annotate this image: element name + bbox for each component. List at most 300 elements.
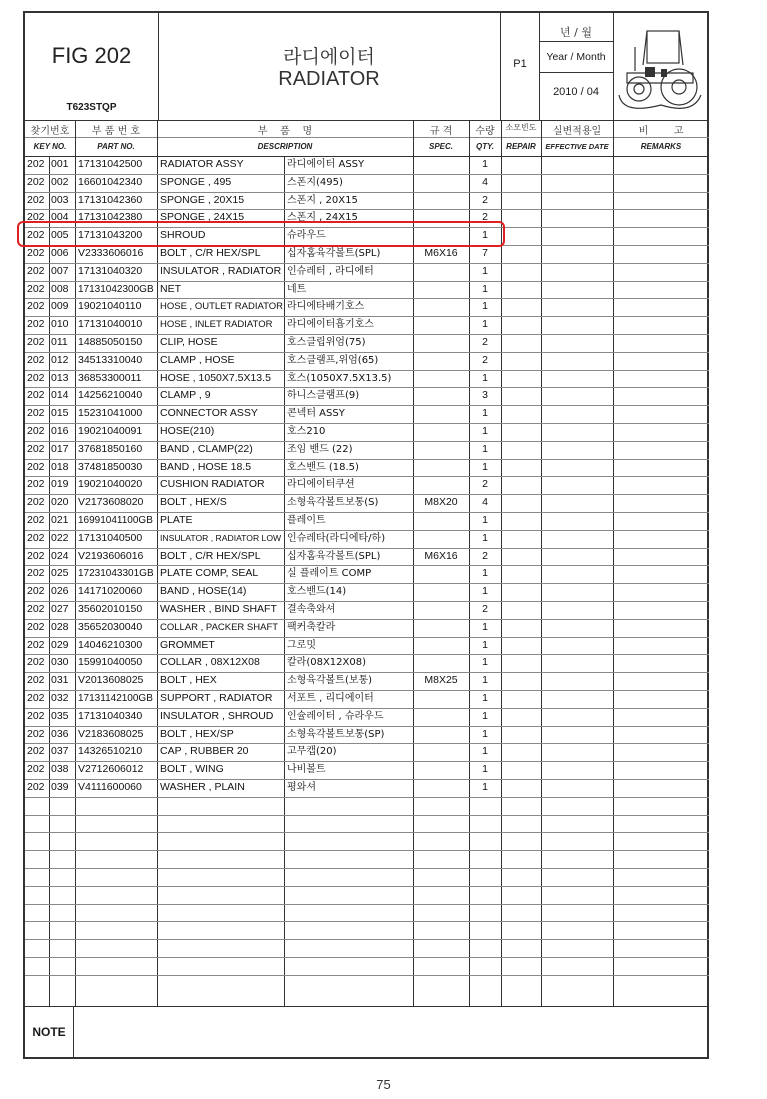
fig-cell: 202 <box>27 336 45 348</box>
fig-cell: 202 <box>27 442 45 455</box>
part-no-cell: 17131040320 <box>78 264 143 277</box>
part-no-cell: 34513310040 <box>78 353 143 366</box>
description-kr-cell: 나비볼트 <box>287 764 326 776</box>
part-no-cell: 16601042340 <box>78 175 143 188</box>
spec-cell <box>413 192 469 210</box>
fig-cell: 202 <box>27 229 45 242</box>
part-no-cell: 19021040020 <box>78 478 143 491</box>
qty-cell: 2 <box>482 549 488 562</box>
part-no-cell: 15231041000 <box>78 407 143 420</box>
qty-cell: 1 <box>482 674 488 687</box>
qty-cell: 1 <box>482 727 488 740</box>
spec-cell <box>413 726 469 744</box>
qty-cell: 1 <box>482 300 488 313</box>
spec-cell <box>413 779 469 797</box>
date-label-korean: 년 / 월 <box>560 26 592 39</box>
description-kr-cell: 라디에타배기호스 <box>287 301 365 313</box>
parts-sheet <box>23 11 709 1059</box>
table-row <box>25 476 711 494</box>
description-en-cell: PLATE <box>160 514 193 526</box>
col-key-kr: 찾기번호 <box>30 126 70 137</box>
col-desc-kr: 부 품 명 <box>257 126 313 137</box>
table-row <box>25 263 711 281</box>
spec-cell: M6X16 <box>424 247 458 259</box>
fig-cell: 202 <box>27 656 45 669</box>
description-kr-cell: 평와셔 <box>287 782 316 793</box>
key-no-cell: 002 <box>51 175 69 188</box>
description-kr-cell: 결속축와셔 <box>287 604 336 615</box>
description-kr-cell: 인슐레이터 , 슈라우드 <box>287 710 384 722</box>
model-code: T623STQP <box>66 102 117 113</box>
description-en-cell: HOSE , OUTLET RADIATOR <box>160 301 283 313</box>
qty-cell: 2 <box>482 353 488 366</box>
qty-cell: 1 <box>482 745 488 758</box>
part-no-cell: 35602010150 <box>78 603 143 615</box>
part-no-cell: 14326510210 <box>78 745 143 758</box>
fig-cell: 202 <box>27 585 45 598</box>
spec-cell <box>413 743 469 761</box>
description-kr-cell: 스폰지(495) <box>287 176 343 188</box>
part-no-cell: 37481850030 <box>78 460 143 473</box>
description-kr-cell: 팩커축칼라 <box>287 621 336 633</box>
key-no-cell: 014 <box>51 389 69 402</box>
fig-cell: 202 <box>27 300 45 313</box>
table-row <box>25 512 711 530</box>
qty-cell: 2 <box>482 193 488 206</box>
fig-cell: 202 <box>27 478 45 491</box>
description-kr-cell: 호스클립위엄(75) <box>287 337 366 348</box>
part-no-cell: 17131040010 <box>78 318 143 331</box>
fig-cell: 202 <box>27 620 45 633</box>
table-row <box>25 672 711 690</box>
fig-cell: 202 <box>27 460 45 473</box>
qty-cell: 1 <box>482 407 488 420</box>
spec-cell <box>413 512 469 530</box>
description-kr-cell: 인슈레터 , 라디에터 <box>287 265 374 277</box>
part-no-cell: 14046210300 <box>78 638 143 651</box>
table-row <box>25 708 711 726</box>
col-key-en: KEY NO. <box>33 142 67 151</box>
description-kr-cell: 라디에이터 ASSY <box>287 159 365 170</box>
fig-cell: 202 <box>27 211 45 224</box>
description-en-cell: BOLT , HEX/S <box>160 496 227 509</box>
table-row <box>25 405 711 423</box>
highlighted-row-marker <box>17 221 505 247</box>
description-en-cell: HOSE , 1050X7.5X13.5 <box>160 371 271 384</box>
qty-cell: 3 <box>482 389 488 402</box>
key-no-cell: 037 <box>51 745 69 758</box>
part-no-cell: 19021040091 <box>78 425 143 437</box>
part-no-cell: V4111600060 <box>78 781 142 793</box>
description-kr-cell: 소형육각볼트(보통) <box>287 675 373 687</box>
part-no-cell: 17131043200 <box>78 229 143 242</box>
part-no-cell: 17131042360 <box>78 193 143 206</box>
spec-cell <box>413 708 469 726</box>
description-en-cell: INSULATOR , SHROUD <box>160 709 274 722</box>
description-kr-cell: 십자홈육각볼트(SPL) <box>287 550 381 562</box>
part-no-cell: 17131042300GB <box>78 283 154 295</box>
fig-cell: 202 <box>27 318 45 331</box>
part-no-cell: 16991041100GB <box>78 515 153 526</box>
description-en-cell: CLIP, HOSE <box>160 336 218 348</box>
qty-cell: 2 <box>482 211 488 224</box>
description-en-cell: CONNECTOR ASSY <box>160 407 258 420</box>
part-no-cell: 35652030040 <box>78 620 143 633</box>
part-no-cell: V2173608020 <box>78 496 144 509</box>
part-no-cell: 19021040110 <box>78 300 142 313</box>
fig-cell: 202 <box>27 763 45 776</box>
part-no-cell: V2013608025 <box>78 674 144 687</box>
table-row <box>25 352 711 370</box>
table-row <box>25 690 711 708</box>
table-row <box>25 423 711 441</box>
key-no-cell: 015 <box>51 407 69 420</box>
spec-cell <box>413 387 469 405</box>
description-en-cell: BOLT , WING <box>160 763 224 776</box>
date-label-english: Year / Month <box>546 51 606 63</box>
description-en-cell: RADIATOR ASSY <box>160 158 244 170</box>
description-en-cell: BOLT , C/R HEX/SPL <box>160 247 261 259</box>
table-row <box>25 298 711 316</box>
fig-cell: 202 <box>27 247 45 259</box>
spec-cell <box>413 298 469 316</box>
part-no-cell: 17231043301GB <box>78 568 154 580</box>
part-no-cell: V2193606016 <box>78 549 144 562</box>
qty-cell: 4 <box>482 175 488 188</box>
fig-number: FIG 202 <box>51 43 132 68</box>
key-no-cell: 005 <box>51 229 69 242</box>
spec-cell: M8X20 <box>424 496 458 509</box>
description-kr-cell: 플레이트 <box>287 515 326 526</box>
table-row <box>25 174 711 192</box>
key-no-cell: 010 <box>51 318 69 331</box>
spec-cell <box>413 583 469 601</box>
key-no-cell: 012 <box>51 353 69 366</box>
description-kr-cell: 스폰지 , 20X15 <box>287 194 358 206</box>
key-no-cell: 017 <box>51 442 69 455</box>
table-row <box>25 601 711 619</box>
tractor-icon <box>617 25 703 109</box>
description-kr-cell: 칼라(08X12X08) <box>287 657 366 669</box>
key-no-cell: 006 <box>51 247 69 259</box>
fig-cell: 202 <box>27 638 45 651</box>
description-kr-cell: 슈라우드 <box>287 230 326 242</box>
col-repair-en: REPAIR <box>506 142 536 151</box>
key-no-cell: 022 <box>51 531 69 544</box>
part-no-cell: V2183608025 <box>78 727 144 740</box>
description-kr-cell: 실 플레이트 COMP <box>287 568 372 580</box>
page-code: P1 <box>513 58 527 70</box>
part-no-cell: 17131042500 <box>78 158 143 170</box>
key-no-cell: 030 <box>51 656 69 669</box>
fig-cell: 202 <box>27 158 45 170</box>
description-kr-cell: 호스클램프,위엄(65) <box>287 354 379 366</box>
fig-cell: 202 <box>27 727 45 740</box>
part-no-cell: 17131042380 <box>78 211 143 224</box>
fig-cell: 202 <box>27 282 45 295</box>
spec-cell: M8X25 <box>424 674 458 687</box>
spec-cell <box>413 423 469 441</box>
fig-cell: 202 <box>27 709 45 722</box>
key-no-cell: 038 <box>51 763 69 776</box>
page-number: 75 <box>376 1077 391 1092</box>
col-qty-en: QTY. <box>476 142 494 151</box>
col-desc-en: DESCRIPTION <box>257 142 313 151</box>
col-eff-en: EFFECTIVE DATE <box>545 142 609 151</box>
description-en-cell: NET <box>160 282 181 295</box>
spec-cell: M6X16 <box>424 549 458 562</box>
table-row <box>25 316 711 334</box>
col-part-en: PART NO. <box>97 142 135 151</box>
table-row <box>25 565 711 583</box>
qty-cell: 2 <box>482 603 488 615</box>
description-kr-cell: 서포트 , 리디에이터 <box>287 693 374 704</box>
key-no-cell: 021 <box>51 514 69 526</box>
table-row <box>25 494 711 512</box>
description-en-cell: BOLT , HEX/SP <box>160 727 234 740</box>
key-no-cell: 039 <box>51 781 69 793</box>
fig-cell: 202 <box>27 549 45 562</box>
table-row <box>25 637 711 655</box>
spec-cell <box>413 459 469 477</box>
table-row <box>25 156 711 174</box>
qty-cell: 1 <box>482 460 488 473</box>
fig-cell: 202 <box>27 496 45 509</box>
qty-cell: 1 <box>482 158 488 170</box>
part-no-cell: 14171020060 <box>78 585 143 598</box>
key-no-cell: 019 <box>51 478 69 491</box>
fig-cell: 202 <box>27 603 45 615</box>
qty-cell: 1 <box>482 709 488 722</box>
spec-cell <box>413 530 469 548</box>
col-part-kr: 부 품 번 호 <box>91 126 141 137</box>
description-en-cell: PLATE COMP, SEAL <box>160 567 259 580</box>
qty-cell: 2 <box>482 336 488 348</box>
description-en-cell: BAND , CLAMP(22) <box>160 442 253 455</box>
description-en-cell: GROMMET <box>160 638 215 651</box>
table-row <box>25 548 711 566</box>
spec-cell <box>413 352 469 370</box>
qty-cell: 2 <box>482 478 488 491</box>
fig-cell: 202 <box>27 531 45 544</box>
key-no-cell: 035 <box>51 709 69 722</box>
table-row <box>25 441 711 459</box>
spec-cell <box>413 637 469 655</box>
description-kr-cell: 콘넥터 ASSY <box>287 408 345 420</box>
description-en-cell: INSULATOR , RADIATOR LOW <box>160 532 282 543</box>
part-no-cell: 37681850160 <box>78 442 143 455</box>
key-no-cell: 024 <box>51 549 69 562</box>
part-no-cell: 14885050150 <box>78 336 143 348</box>
fig-cell: 202 <box>27 692 45 704</box>
part-no-cell: 17131040340 <box>78 709 143 722</box>
spec-cell <box>413 156 469 174</box>
key-no-cell: 007 <box>51 264 69 277</box>
qty-cell: 1 <box>482 371 488 384</box>
qty-cell: 1 <box>482 442 488 455</box>
fig-cell: 202 <box>27 264 45 277</box>
table-row <box>25 370 711 388</box>
key-no-cell: 009 <box>51 300 69 313</box>
title-english: RADIATOR <box>278 68 380 90</box>
spec-cell <box>413 263 469 281</box>
spec-cell <box>413 690 469 708</box>
fig-cell: 202 <box>27 674 45 687</box>
description-en-cell: SUPPORT , RADIATOR <box>160 692 273 704</box>
qty-cell: 1 <box>482 531 488 544</box>
description-en-cell: SHROUD <box>160 229 206 242</box>
description-en-cell: SPONGE , 24X15 <box>160 211 245 224</box>
table-row <box>25 192 711 210</box>
table-row <box>25 726 711 744</box>
qty-cell: 1 <box>482 620 488 633</box>
description-en-cell: HOSE(210) <box>160 425 215 437</box>
description-en-cell: BOLT , C/R HEX/SPL <box>160 549 261 562</box>
fig-cell: 202 <box>27 353 45 366</box>
qty-cell: 7 <box>482 247 488 259</box>
spec-cell <box>413 370 469 388</box>
table-row <box>25 245 711 263</box>
fig-cell: 202 <box>27 389 45 402</box>
title-korean: 라디에이터 <box>283 46 375 68</box>
description-en-cell: HOSE , INLET RADIATOR <box>160 319 273 331</box>
table-row <box>25 530 711 548</box>
part-no-cell: 36853300011 <box>78 371 142 384</box>
fig-cell: 202 <box>27 175 45 188</box>
col-rem-kr: 비 고 <box>638 126 684 137</box>
qty-cell: 1 <box>482 282 488 295</box>
qty-cell: 1 <box>482 692 488 704</box>
key-no-cell: 011 <box>51 336 68 348</box>
key-no-cell: 036 <box>51 727 69 740</box>
key-no-cell: 008 <box>51 282 69 295</box>
key-no-cell: 013 <box>51 371 69 384</box>
fig-cell: 202 <box>27 371 45 384</box>
description-en-cell: SPONGE , 495 <box>160 175 232 188</box>
table-row <box>25 779 711 797</box>
spec-cell <box>413 619 469 637</box>
description-en-cell: WASHER , BIND SHAFT <box>160 603 277 615</box>
table-row <box>25 334 711 352</box>
key-no-cell: 026 <box>51 585 69 598</box>
qty-cell: 1 <box>482 763 488 776</box>
description-kr-cell: 호스(1050X7.5X13.5) <box>287 372 392 384</box>
description-kr-cell: 인슈레타(라디에타/하) <box>287 532 386 544</box>
key-no-cell: 003 <box>51 193 69 206</box>
part-no-cell: V2712606012 <box>78 763 144 776</box>
qty-cell: 1 <box>482 781 488 793</box>
description-kr-cell: 조임 밴드 (22) <box>287 443 353 455</box>
part-no-cell: 17131142100GB <box>78 693 153 704</box>
description-kr-cell: 고무캡(20) <box>287 746 337 758</box>
table-row <box>25 459 711 477</box>
fig-cell: 202 <box>27 567 45 580</box>
description-kr-cell: 라디에이터쿠션 <box>287 479 355 491</box>
note-label: NOTE <box>32 1025 66 1039</box>
table-row <box>25 387 711 405</box>
key-no-cell: 018 <box>51 460 69 473</box>
spec-cell <box>413 654 469 672</box>
col-rem-en: REMARKS <box>640 142 682 151</box>
fig-cell: 202 <box>27 425 45 437</box>
description-kr-cell: 하니스클램프(9) <box>287 390 360 402</box>
key-no-cell: 031 <box>51 674 69 687</box>
description-kr-cell: 그로밋 <box>287 639 316 651</box>
spec-cell <box>413 174 469 192</box>
key-no-cell: 027 <box>51 603 69 615</box>
qty-cell: 1 <box>482 264 488 277</box>
table-row <box>25 619 711 637</box>
spec-cell <box>413 405 469 423</box>
key-no-cell: 004 <box>51 211 69 224</box>
fig-cell: 202 <box>27 407 45 420</box>
description-en-cell: BAND , HOSE 18.5 <box>160 460 252 473</box>
qty-cell: 1 <box>482 514 488 526</box>
qty-cell: 1 <box>482 567 488 580</box>
description-en-cell: CLAMP , HOSE <box>160 353 235 366</box>
qty-cell: 1 <box>482 425 488 437</box>
col-qty-kr: 수량 <box>475 126 495 137</box>
description-kr-cell: 호스210 <box>287 426 326 437</box>
qty-cell: 1 <box>482 638 488 651</box>
spec-cell <box>413 761 469 779</box>
spec-cell <box>413 334 469 352</box>
key-no-cell: 032 <box>51 692 69 704</box>
description-en-cell: CLAMP , 9 <box>160 389 211 402</box>
qty-cell: 1 <box>482 656 488 669</box>
description-en-cell: WASHER , PLAIN <box>160 781 245 793</box>
description-en-cell: COLLAR , PACKER SHAFT <box>160 621 279 633</box>
key-no-cell: 025 <box>51 567 69 580</box>
description-en-cell: CAP , RUBBER 20 <box>160 745 249 758</box>
col-eff-kr: 실변적용일 <box>552 126 602 137</box>
spec-cell <box>413 281 469 299</box>
description-kr-cell: 호스밴드(14) <box>287 586 347 598</box>
col-spec-kr: 규 격 <box>429 126 453 137</box>
part-no-cell: 15991040050 <box>78 656 143 669</box>
spec-cell <box>413 441 469 459</box>
part-no-cell: V2333606016 <box>78 247 144 259</box>
table-row <box>25 654 711 672</box>
description-kr-cell: 소형육각볼트보통(S) <box>287 497 379 509</box>
spec-cell <box>413 565 469 583</box>
qty-cell: 1 <box>482 318 488 331</box>
table-row <box>25 743 711 761</box>
table-row <box>25 761 711 779</box>
qty-cell: 1 <box>482 585 488 598</box>
spec-cell <box>413 601 469 619</box>
key-no-cell: 001 <box>51 158 69 170</box>
col-repair-kr: 소모빈도 <box>505 123 537 132</box>
key-no-cell: 028 <box>51 620 69 633</box>
fig-cell: 202 <box>27 745 45 758</box>
description-en-cell: INSULATOR , RADIATOR <box>160 264 282 277</box>
spec-cell <box>413 476 469 494</box>
table-row <box>25 281 711 299</box>
description-en-cell: COLLAR , 08X12X08 <box>160 656 260 669</box>
key-no-cell: 029 <box>51 638 69 651</box>
description-kr-cell: 스폰지 , 24X15 <box>287 212 358 224</box>
description-en-cell: CUSHION RADIATOR <box>160 478 265 491</box>
description-kr-cell: 소형육각볼트보통(SP) <box>287 728 385 740</box>
qty-cell: 1 <box>482 229 488 242</box>
description-en-cell: BAND , HOSE(14) <box>160 585 247 598</box>
description-kr-cell: 호스밴드 (18.5) <box>287 461 359 473</box>
part-no-cell: 17131040500 <box>78 531 143 544</box>
description-en-cell: SPONGE , 20X15 <box>160 193 245 206</box>
key-no-cell: 020 <box>51 496 69 509</box>
key-no-cell: 016 <box>51 425 69 437</box>
